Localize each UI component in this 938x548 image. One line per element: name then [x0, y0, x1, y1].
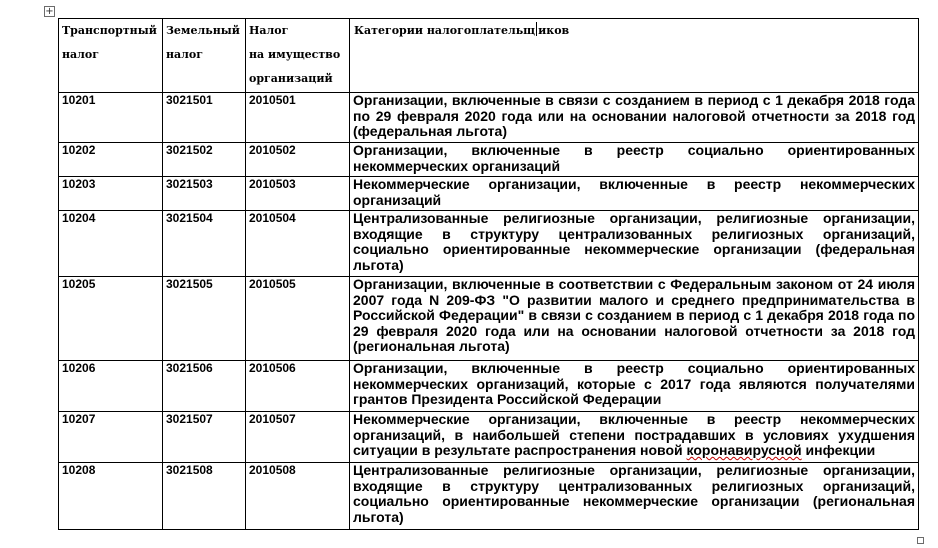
header-land-tax: Земельный налог — [163, 19, 246, 93]
header-transport-tax: Транспортный налог — [59, 19, 163, 93]
table-row — [59, 277, 919, 361]
property-tax-code: 2010508 — [246, 463, 350, 530]
taxpayer-category: Некоммерческие организации, включенные в реестр некоммерческих организаций — [350, 177, 919, 211]
property-tax-code: 2010507 — [246, 412, 350, 463]
table-row — [59, 361, 919, 412]
land-tax-code: 3021504 — [163, 211, 246, 277]
land-tax-code: 3021505 — [163, 277, 246, 361]
table-row — [59, 211, 919, 277]
transport-tax-code: 10208 — [59, 463, 163, 530]
table-move-handle[interactable]: + — [45, 5, 54, 17]
table-row — [59, 143, 919, 177]
taxpayer-category: Централизованные религиозные организации, религиозные организации, входящие в структуру централизованных религиозных организаций, социально ориентированные некоммерческие организации (региональная льгота) — [350, 463, 919, 530]
taxpayer-category: Организации, включенные в реестр социально ориентированных некоммерческих организаций — [350, 143, 919, 177]
table-resize-handle[interactable] — [917, 537, 924, 544]
taxpayer-category: Централизованные религиозные организации, религиозные организации, входящие в структуру централизованных религиозных организаций, социально ориентированные некоммерческие организации (федеральная льгота) — [350, 211, 919, 277]
transport-tax-code: 10202 — [59, 143, 163, 177]
table-row — [59, 412, 919, 463]
property-tax-code: 2010504 — [246, 211, 350, 277]
property-tax-code: 2010502 — [246, 143, 350, 177]
property-tax-code: 2010503 — [246, 177, 350, 211]
text-cursor — [536, 22, 537, 36]
category-text-part2: инфекции — [801, 442, 876, 458]
header-category-part2: иков — [538, 24, 570, 37]
transport-tax-code: 10205 — [59, 277, 163, 361]
transport-tax-code: 10206 — [59, 361, 163, 412]
taxpayer-category: Организации, включенные в связи с созданием в период с 1 декабря 2018 года по 29 февраля 2020 года или на основании налоговой отчетности за 2018 год (федеральная льгота) — [350, 93, 919, 143]
header-category[interactable] — [350, 19, 919, 93]
land-tax-code: 3021506 — [163, 361, 246, 412]
land-tax-code: 3021507 — [163, 412, 246, 463]
transport-tax-code: 10201 — [59, 93, 163, 143]
land-tax-code: 3021502 — [163, 143, 246, 177]
spellcheck-flagged-word[interactable]: коронавирусной — [686, 442, 802, 458]
header-property-line2: на имущество организаций — [249, 48, 341, 85]
table-header-row — [59, 19, 919, 93]
property-tax-code: 2010501 — [246, 93, 350, 143]
header-property-line1: Налог — [249, 24, 289, 37]
land-tax-code: 3021501 — [163, 93, 246, 143]
tax-benefit-table — [58, 18, 919, 530]
taxpayer-category — [350, 412, 919, 463]
transport-tax-code: 10203 — [59, 177, 163, 211]
property-tax-code: 2010506 — [246, 361, 350, 412]
table-row — [59, 93, 919, 143]
category-text-part1: Некоммерческие организации, включенные в реестр некоммерческих организаций, в наибольшей степени пострадавших в условиях ухудшения ситуации в результате распространения новой — [353, 411, 915, 458]
header-category-part1: Категории налогоплательщ — [354, 24, 536, 37]
land-tax-code: 3021503 — [163, 177, 246, 211]
transport-tax-code: 10207 — [59, 412, 163, 463]
table-row — [59, 177, 919, 211]
taxpayer-category: Организации, включенные в реестр социально ориентированных некоммерческих организаций, которые с 2017 года являются получателями грантов Президента Российской Федерации — [350, 361, 919, 412]
table-row — [59, 463, 919, 530]
header-property-tax — [246, 19, 350, 93]
property-tax-code: 2010505 — [246, 277, 350, 361]
transport-tax-code: 10204 — [59, 211, 163, 277]
land-tax-code: 3021508 — [163, 463, 246, 530]
taxpayer-category: Организации, включенные в соответствии с Федеральным законом от 24 июля 2007 года N 209-ФЗ "О развитии малого и среднего предпринимательства в Российской Федерации" в связи с созданием в период с 1 декабря 2018 года по 29 февраля 2020 года или на основании налоговой отчетности за 2018 год (региональная льгота) — [350, 277, 919, 361]
